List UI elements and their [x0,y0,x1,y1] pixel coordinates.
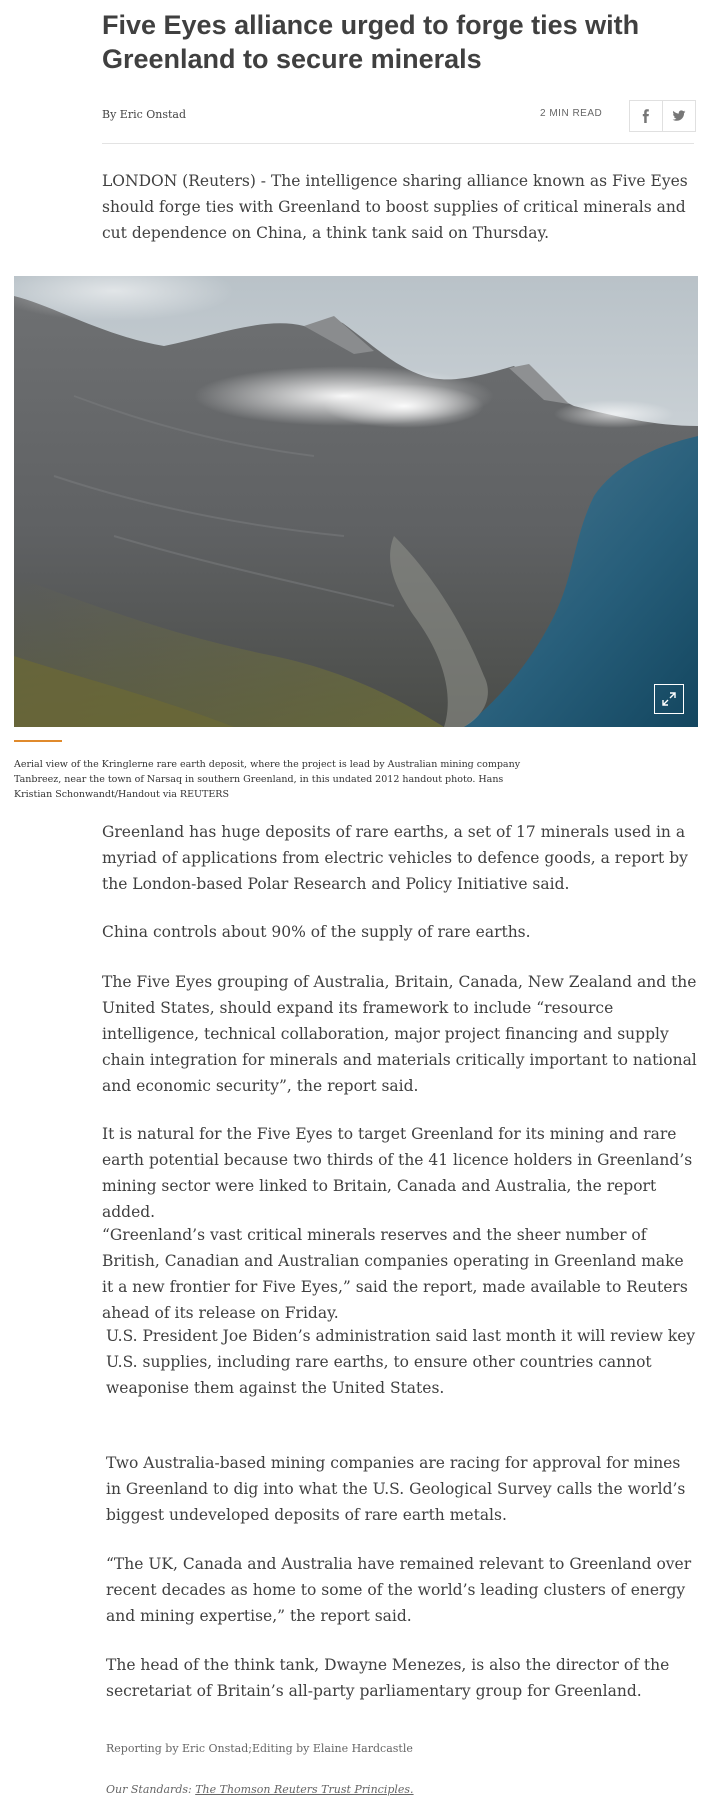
caption-accent-line [14,740,62,742]
article-headline: Five Eyes alliance urged to forge ties with Greenland to secure minerals [102,10,640,74]
header-divider [102,143,694,144]
reporting-credit: Reporting by Eric Onstad;Editing by Elaine Hardcastle [106,1742,413,1755]
standards-note [106,1783,414,1796]
standards-prefix: Our Standards: [106,1783,196,1796]
share-buttons [630,100,696,132]
article-paragraph: The Five Eyes grouping of Australia, Britain, Canada, New Zealand and the United States, should expand its framework to include “resource intelligence, technical collaboration, major project financing and supply chain integration for minerals and materials critically important to national and economic security”, the report said. [102,973,697,1095]
author-link[interactable]: Eric Onstad [119,108,187,121]
read-time: 2 MIN READ [540,108,603,119]
article-lede: LONDON (Reuters) - The intelligence sharing alliance known as Five Eyes should forge ties with Greenland to boost supplies of critical minerals and cut dependence on China, a think tank said on Thursday. [102,172,688,242]
article-photo[interactable] [14,276,698,727]
expand-icon [661,691,677,707]
byline-prefix: By [102,108,120,121]
expand-image-button[interactable] [654,684,684,714]
trust-principles-link[interactable]: The Thomson Reuters Trust Principles. [195,1783,414,1796]
image-caption: Aerial view of the Kringlerne rare earth deposit, where the project is lead by Australian mining company Tanbreez, near the town of Narsaq in southern Greenland, in this undated 2012 handout photo. Hans Kristian Schonwandt/Handout via REUTERS [14,759,521,800]
article-paragraph: Greenland has huge deposits of rare earths, a set of 17 minerals used in a myriad of applications from electric vehicles to defence goods, a report by the London-based Polar Research and Policy Initiative said. [102,823,688,893]
article-paragraph: Two Australia-based mining companies are racing for approval for mines in Greenland to dig into what the U.S. Geological Survey calls the world’s biggest undeveloped deposits of rare earth metals. [106,1454,686,1524]
article-paragraph: The head of the think tank, Dwayne Menezes, is also the director of the secretariat of Britain’s all-party parliamentary group for Greenland. [106,1656,670,1700]
article-paragraph: “Greenland’s vast critical minerals reserves and the sheer number of British, Canadian and Australian companies operating in Greenland make it a new frontier for Five Eyes,” said the report, made available to Reuters ahead of its release on Friday. [102,1226,688,1322]
facebook-share-button[interactable] [629,100,663,132]
article-paragraph: “The UK, Canada and Australia have remained relevant to Greenland over recent decades as home to some of the world’s leading clusters of energy and mining expertise,” the report said. [106,1555,692,1625]
article-paragraph: U.S. President Joe Biden’s administration said last month it will review key U.S. supplies, including rare earths, to ensure other countries cannot weaponise them against the United States. [106,1327,696,1397]
greenland-landscape-image [14,276,698,727]
byline [102,108,186,121]
twitter-share-button[interactable] [662,100,696,132]
twitter-icon [672,109,686,123]
article-paragraph: China controls about 90% of the supply of rare earths. [102,923,531,941]
article-paragraph: It is natural for the Five Eyes to target Greenland for its mining and rare earth potential because two thirds of the 41 licence holders in Greenland’s mining sector were linked to Britain, Canada and Australia, the report added. [102,1125,693,1221]
facebook-icon [639,109,653,123]
